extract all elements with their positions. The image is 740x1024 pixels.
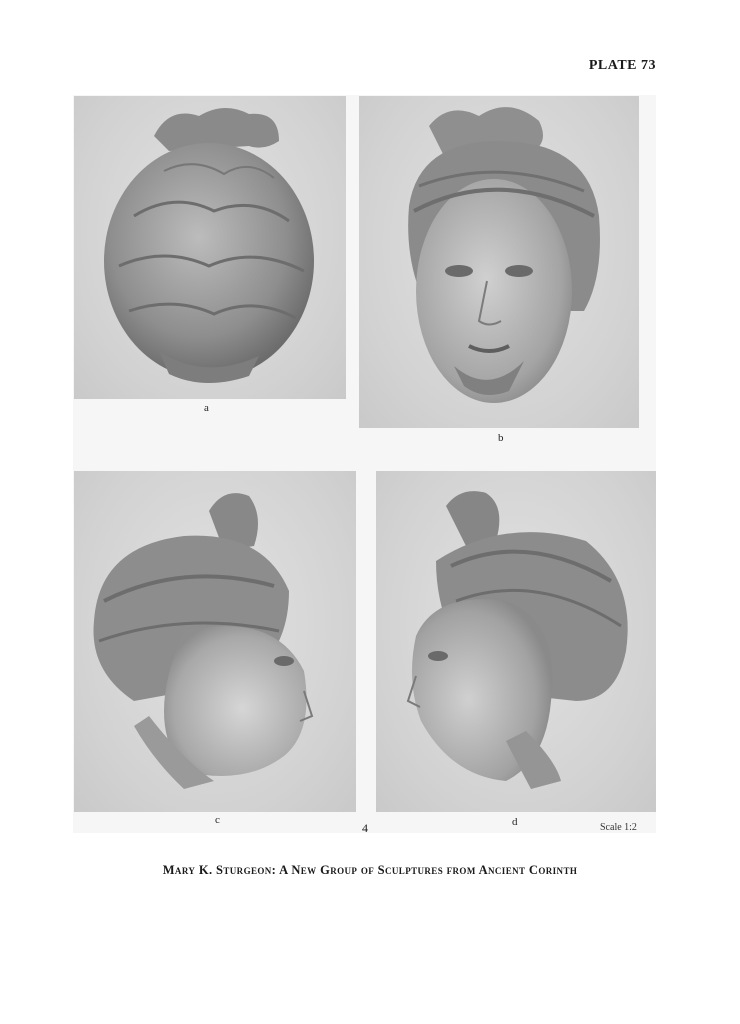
sculpture-head-profile-right-image <box>74 471 356 812</box>
sculpture-head-back-image <box>74 96 346 399</box>
sculpture-photo-d <box>376 471 656 812</box>
figure-label-b: b <box>498 432 504 444</box>
scale-note: Scale 1:2 <box>600 822 637 833</box>
figure-label-a: a <box>204 402 209 414</box>
plate-number: 4 <box>362 821 368 835</box>
figure-label-d: d <box>512 816 518 828</box>
sculpture-head-profile-left-image <box>376 471 656 812</box>
plate-caption: Mary K. Sturgeon: A New Group of Sculptures from Ancient Corinth <box>162 863 578 877</box>
sculpture-photo-b <box>359 96 639 428</box>
sculpture-photo-a <box>74 96 346 399</box>
figure-label-c: c <box>215 814 220 826</box>
plate-header: PLATE 73 <box>588 58 656 73</box>
sculpture-photo-c <box>74 471 356 812</box>
sculpture-head-front-image <box>359 96 639 428</box>
